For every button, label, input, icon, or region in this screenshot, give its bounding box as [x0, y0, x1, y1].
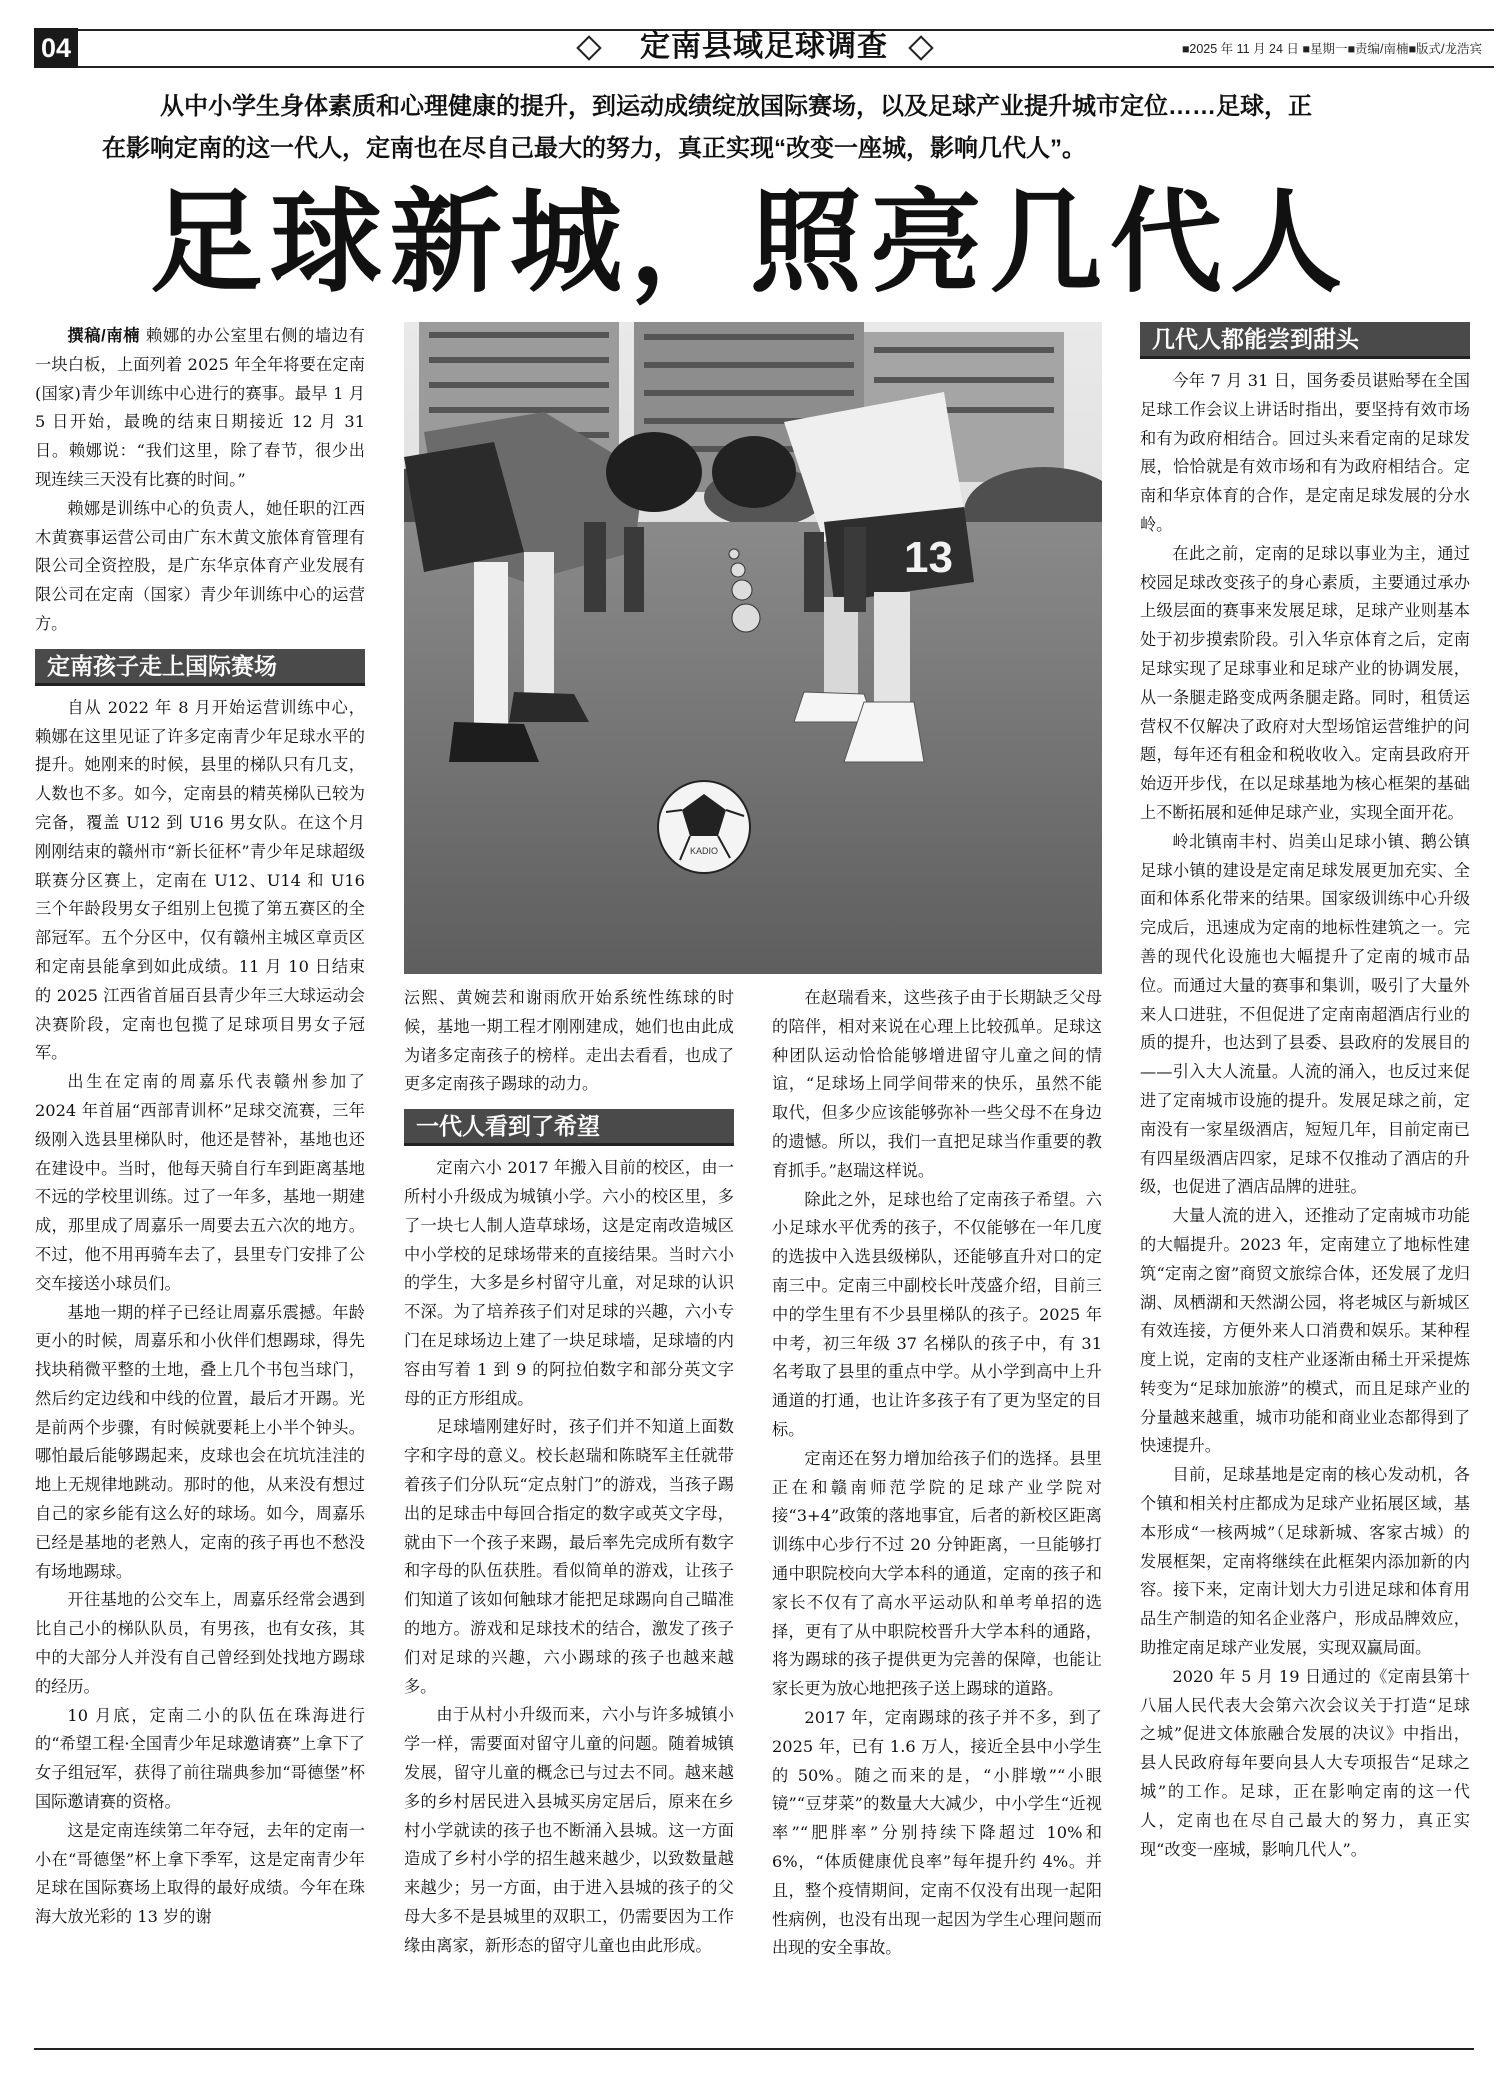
photo-illustration [404, 322, 1102, 974]
paragraph: 2017 年，定南踢球的孩子并不多，到了 2025 年，已有 1.6 万人，接近全县中小学生的 50%。随之而来的是，“小胖墩”“小眼镜”“豆芽菜”的数量大大减少，中小学生“近视率”“肥胖率”分别持续下降超过 10%和 6%，“体质健康优良率”每年提升约 4%。并且，整个疫情期间，定南不仅没有出现一起阳性病例，也没有出现一起因为学生心理问题而出现的安全事故。 [772, 1707, 1102, 1958]
article-column-2 [404, 984, 734, 1961]
subhead-international: 定南孩子走上国际赛场 [35, 649, 365, 686]
paragraph: 沄熙、黄婉芸和谢雨欣开始系统性练球的时候，基地一期工程才刚刚建成，她们也由此成为诸多定南孩子的榜样。走出去看看，也成了更多定南孩子踢球的动力。 [404, 988, 734, 1094]
paragraph: 今年 7 月 31 日，国务委员谌贻琴在全国足球工作会议上讲话时指出，要坚持有效市场和有为政府相结合。回过头来看定南的足球发展，恰恰就是有效市场和有为政府相结合。定南和华京体育的合作，是定南足球发展的分水岭。 [1140, 371, 1470, 534]
paragraph: 这是定南连续第二年夺冠，去年的定南一小在“哥德堡”杯上拿下季军，这是定南青少年足球在国际赛场上取得的最好成绩。今年在珠海大放光彩的 13 岁的谢 [35, 1820, 365, 1927]
subhead-hope: 一代人看到了希望 [404, 1109, 734, 1146]
paragraph: 2020 年 5 月 19 日通过的《定南县第十八届人民代表大会第六次会议关于打造“足球之城”促进文体旅融合发展的决议》中指出，县人民政府每年要向县人大专项报告“足球之城”的工作。足球，正在影响定南的这一代人，定南也在尽自己最大的努力，真正实现“改变一座城，影响几代人”。 [1140, 1666, 1470, 1859]
page-number: 04 [34, 28, 78, 68]
section-diamond-left [576, 35, 601, 60]
footer-rule [34, 2048, 1474, 2050]
byline: 撰稿/南楠 [67, 327, 141, 345]
article-column-4 [1140, 322, 1470, 1864]
headline: 足球新城，照亮几代人 [150, 177, 1350, 308]
paragraph-text: 赖娜的办公室里右侧的墙边有一块白板，上面列着 2025 年全年将要在定南(国家)青少年训练中心进行的赛事。最早 1 月 5 日开始，最晚的结束日期接近 12 月 31 日。赖娜说：“我们这里，除了春节，很少出现连续三天没有比赛的时间。” [35, 326, 365, 489]
edition-info: ■2025 年 11 月 24 日 ■星期一■责编/南楠■版式/龙浩宾 [1181, 42, 1482, 56]
article-column-3 [772, 984, 1102, 1963]
subhead-generations: 几代人都能尝到甜头 [1140, 322, 1470, 359]
article-column-1 [35, 322, 365, 1932]
paragraph: 由于从村小升级而来，六小与许多城镇小学一样，需要面对留守儿童的问题。随着城镇发展，留守儿童的概念已与过去不同。越来越多的乡村居民进入县城买房定居后，原来在乡村小学就读的孩子也不断涌入县城。这一方面造成了乡村小学的招生越来越少，以致数量越来越少；另一方面，由于进入县城的孩子的父母大多不是县城里的双职工，仍需要因为工作缘由离家，新形态的留守儿童也由此形成。 [404, 1705, 734, 1955]
paragraph: 定南六小 2017 年搬入目前的校区，由一所村小升级成为城镇小学。六小的校区里，多了一块七人制人造草球场，这是定南改造城区中小学校的足球场带来的直接结果。当时六小的学生，大多是乡村留守儿童，对足球的认识不深。为了培养孩子们对足球的兴趣，六小专门在足球场边上建了一块足球墙，足球墙的内容由写着 1 到 9 的阿拉伯数字和部分英文字母的正方形组成。 [404, 1158, 734, 1408]
paragraph: 定南还在努力增加给孩子们的选择。县里正在和赣南师范学院的足球产业学院对接“3+4”政策的落地事宜，后者的新校区距离训练中心步行不过 20 分钟距离，一旦能够打通中职院校向大学本科的通道，定南的孩子和家长不仅有了高水平运动队和单考单招的选择，更有了从中职院校晋升大学本科的通路，将为踢球的孩子提供更为完善的保障，也能让家长更为放心地把孩子送上踢球的道路。 [772, 1448, 1102, 1699]
paragraph: 10 月底，定南二小的队伍在珠海进行的“希望工程·全国青少年足球邀请赛”上拿下了女子组冠军，获得了前往瑞典参加“哥德堡”杯国际邀请赛的资格。 [35, 1705, 365, 1812]
paragraph: 在此之前，定南的足球以事业为主，通过校园足球改变孩子的身心素质，主要通过承办上级层面的赛事来发展足球，足球产业则基本处于初步摸索阶段。引入华京体育之后，定南足球实现了足球事业和足球产业的协调发展，从一条腿走路变成两条腿走路。同时，租赁运营权不仅解决了政府对大型场馆运营维护的问题，每年还有租金和税收收入。定南县政府开始迈开步伐，在以足球基地为核心框架的基础上不断拓展和延伸足球产业，实现全面开花。 [1140, 543, 1470, 822]
jersey-number: 13 [904, 533, 953, 582]
paragraph: 在赵瑞看来，这些孩子由于长期缺乏父母的陪伴，相对来说在心理上比较孤单。足球这种团队运动恰恰能够增进留守儿童之间的情谊，“足球场上同学间带来的快乐，虽然不能取代，但多少应该能够弥补一些父母不在身边的遗憾。所以，我们一直把足球当作重要的教育抓手。”赵瑞这样说。 [772, 988, 1102, 1180]
lead-paragraph [102, 86, 1422, 170]
paragraph: 基地一期的样子已经让周嘉乐震撼。年龄更小的时候，周嘉乐和小伙伴们想踢球，得先找块稍微平整的土地，叠上几个书包当球门，然后约定边线和中线的位置，最后才开踢。光是前两个步骤，有时候就要耗上小半个钟头。哪怕最后能够踢起来，皮球也会在坑坑洼洼的地上无规律地跳动。那时的他，从来没有想过自己的家乡能有这么好的球场。如今，周嘉乐已经是基地的老熟人，定南的孩子再也不愁没有场地踢球。 [35, 1302, 365, 1581]
paragraph: 出生在定南的周嘉乐代表赣州参加了 2024 年首届“西部青训杯”足球交流赛，三年级刚入选县里梯队时，他还是替补，基地也还在建设中。当时，他每天骑自行车到距离基地不远的学校里训练。过了一年多，基地一期建成，那里成了周嘉乐一周要去五六次的地方。不过，他不用再骑车去了，县里专门安排了公交车接送小球员们。 [35, 1072, 365, 1293]
paragraph: 自从 2022 年 8 月开始运营训练中心，赖娜在这里见证了许多定南青少年足球水平的提升。她刚来的时候，县里的梯队只有几支，人数也不多。如今，定南县的精英梯队已较为完备，覆盖 U12 到 U16 男女队。在这个月刚刚结束的赣州市“新长征杯”青少年足球超级联赛分区赛上，定南在 U12、U14 和 U16 三个年龄段男女子组别上包揽了第五赛区的全部冠军。五个分区中，仅有赣州主城区章贡区和定南县能拿到如此成绩。11 月 10 日结束的 2025 江西省首届百县青少年三大球运动会决赛阶段，定南也包揽了足球项目男女子冠军。 [35, 697, 365, 1063]
section-title: 定南县域足球调查 [640, 30, 888, 63]
paragraph [35, 322, 365, 495]
paragraph: 目前，足球基地是定南的核心发动机，各个镇和相关村庄都成为足球产业拓展区域，基本形成“一核两城”（足球新城、客家古城）的发展框架，定南将继续在此框架内添加新的内容。接下来，定南计划大力引进足球和体育用品生产制造的知名企业落户，形成品牌效应，助推定南足球产业发展，实现双赢局面。 [1140, 1465, 1470, 1658]
lead-line-2: 在影响定南的这一代人，定南也在尽自己最大的努力，真正实现“改变一座城，影响几代人”。 [102, 135, 1086, 162]
lead-line-1: 从中小学生身体素质和心理健康的提升，到运动成绩绽放国际赛场，以及足球产业提升城市定位……足球，正 [160, 93, 1312, 120]
paragraph: 大量人流的进入，还推动了定南城市功能的大幅提升。2023 年，定南建立了地标性建筑“定南之窗”商贸文旅综合体，还发展了龙归湖、凤栖湖和天然湖公园，将老城区与新城区有效连接，方便外来人口消费和娱乐。某种程度上说，定南的支柱产业逐渐由稀土开采提炼转变为“足球加旅游”的模式，而且足球产业的分量越来越重，城市功能和商业业态都得到了快速提升。 [1140, 1206, 1470, 1456]
paragraph: 除此之外，足球也给了定南孩子希望。六小足球水平优秀的孩子，不仅能够在一年几度的选拔中入选县级梯队，还能够直升对口的定南三中。定南三中副校长叶茂盛介绍，目前三中的学生里有不少县里梯队的孩子。2025 年中考，初三年级 37 名梯队的孩子中，有 31 名考取了县里的重点中学。从小学到高中上升通道的打通，也让许多孩子有了更为坚定的目标。 [772, 1189, 1102, 1439]
paragraph: 足球墙刚建好时，孩子们并不知道上面数字和字母的意义。校长赵瑞和陈晓军主任就带着孩子们分队玩“定点射门”的游戏，当孩子踢出的足球击中每回合指定的数字或英文字母，就由下一个孩子来踢，最后率先完成所有数字和字母的队伍获胜。看似简单的游戏，让孩子们知道了该如何触球才能把足球踢向自己瞄准的地方。游戏和足球技术的结合，激发了孩子们对足球的兴趣，六小踢球的孩子也越来越多。 [404, 1417, 734, 1696]
ball-brand: KADIO [689, 846, 719, 856]
paragraph: 岭北镇南丰村、岿美山足球小镇、鹅公镇足球小镇的建设是定南足球发展更加充实、全面和体系化带来的结果。国家级训练中心升级完成后，迅速成为定南的地标性建筑之一。完善的现代化设施也大幅提升了定南的城市品位。而通过大量的赛事和集训，吸引了大量外来人口进驻，不但促进了定南南超酒店行业的质的提升，也达到了县委、县政府的发展目的——引入大人流量。人流的涌入，也反过来促进了定南城市设施的提升。发展足球之前，定南没有一家星级酒店，短短几年，目前定南已有四星级酒店四家，足球不仅推动了酒店的升级，也促进了酒店品牌的进驻。 [1140, 831, 1470, 1197]
paragraph: 开往基地的公交车上，周嘉乐经常会遇到比自己小的梯队队员，有男孩，也有女孩，其中的大部分人并没有自己曾经到处找地方踢球的经历。 [35, 1590, 365, 1696]
paragraph: 赖娜是训练中心的负责人，她任职的江西木黄赛事运营公司由广东木黄文旅体育管理有限公司全资控股，是广东华京体育产业发展有限公司在定南（国家）青少年训练中心的运营方。 [35, 498, 365, 633]
photo-kids-football-training [404, 322, 1102, 974]
